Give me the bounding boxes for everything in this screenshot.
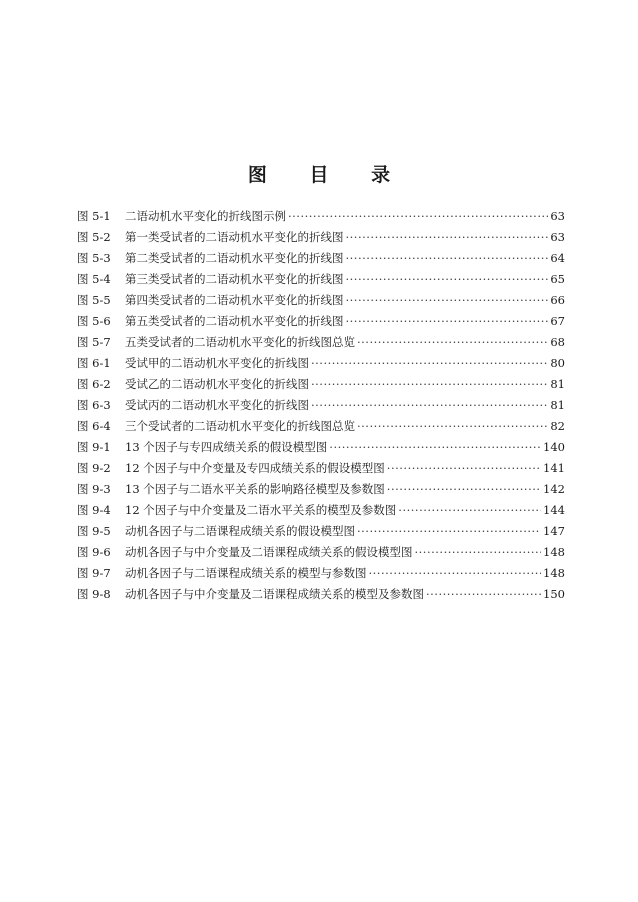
- figure-number: 图 5-2: [77, 230, 111, 244]
- figure-number: 图 9-6: [77, 545, 111, 559]
- figure-number: 图 5-3: [77, 251, 111, 265]
- toc-entry[interactable]: [77, 458, 565, 479]
- figure-number: 图 6-3: [77, 398, 111, 412]
- figure-number: 图 6-2: [77, 377, 111, 391]
- toc-entry[interactable]: [77, 332, 565, 353]
- toc-entry[interactable]: [77, 500, 565, 521]
- page-number: 148: [543, 566, 565, 580]
- page-number: 142: [543, 482, 565, 496]
- figure-caption: 12 个因子与中介变量及二语水平关系的模型及参数图: [125, 503, 397, 517]
- dot-leader: [346, 269, 549, 290]
- dot-leader: [311, 395, 548, 416]
- toc-entry[interactable]: [77, 479, 565, 500]
- toc-entry[interactable]: [77, 584, 565, 605]
- toc-entry[interactable]: [77, 416, 565, 437]
- figure-caption: 13 个因子与专四成绩关系的假设模型图: [125, 440, 328, 454]
- figure-caption: 第五类受试者的二语动机水平变化的折线图: [125, 314, 344, 328]
- figure-number: 图 6-4: [77, 419, 111, 433]
- toc-entry[interactable]: [77, 227, 565, 248]
- page-number: 66: [550, 293, 565, 307]
- page-number: 64: [550, 251, 565, 265]
- dot-leader: [346, 227, 549, 248]
- page-number: 140: [543, 440, 565, 454]
- figure-number: 图 6-1: [77, 356, 111, 370]
- dot-leader: [398, 500, 541, 521]
- dot-leader: [387, 458, 541, 479]
- page-number: 141: [543, 461, 565, 475]
- figure-caption: 三个受试者的二语动机水平变化的折线图总览: [125, 419, 355, 433]
- toc-entry[interactable]: [77, 521, 565, 542]
- dot-leader: [346, 311, 549, 332]
- figure-number: 图 5-5: [77, 293, 111, 307]
- figure-number: 图 9-5: [77, 524, 111, 538]
- dot-leader: [357, 416, 548, 437]
- figure-caption: 第三类受试者的二语动机水平变化的折线图: [125, 272, 344, 286]
- figure-caption: 第二类受试者的二语动机水平变化的折线图: [125, 251, 344, 265]
- figure-caption: 动机各因子与中介变量及二语课程成绩关系的模型及参数图: [125, 587, 424, 601]
- figure-number: 图 5-1: [77, 209, 111, 223]
- toc-entry[interactable]: [77, 395, 565, 416]
- dot-leader: [311, 353, 548, 374]
- figure-number: 图 9-1: [77, 440, 111, 454]
- figure-number: 图 9-4: [77, 503, 111, 517]
- page-number: 65: [550, 272, 565, 286]
- toc-entry[interactable]: [77, 206, 565, 227]
- page-number: 80: [550, 356, 565, 370]
- figure-caption: 受试乙的二语动机水平变化的折线图: [125, 377, 309, 391]
- dot-leader: [346, 248, 549, 269]
- page-number: 67: [550, 314, 565, 328]
- toc-entry[interactable]: [77, 311, 565, 332]
- figure-caption: 五类受试者的二语动机水平变化的折线图总览: [125, 335, 355, 349]
- page-number: 63: [550, 230, 565, 244]
- page-number: 150: [543, 587, 565, 601]
- toc-entry[interactable]: [77, 563, 565, 584]
- page-number: 144: [543, 503, 565, 517]
- figure-number: 图 9-2: [77, 461, 111, 475]
- dot-leader: [288, 206, 548, 227]
- dot-leader: [357, 521, 541, 542]
- toc-entry[interactable]: [77, 353, 565, 374]
- figure-number: 图 5-4: [77, 272, 111, 286]
- page-number: 147: [543, 524, 565, 538]
- page-number: 68: [550, 335, 565, 349]
- toc-entry[interactable]: [77, 248, 565, 269]
- page-number: 81: [550, 377, 565, 391]
- figure-number: 图 5-6: [77, 314, 111, 328]
- figure-list: [77, 206, 565, 605]
- dot-leader: [415, 542, 542, 563]
- dot-leader: [357, 332, 548, 353]
- dot-leader: [311, 374, 548, 395]
- figure-caption: 动机各因子与中介变量及二语课程成绩关系的假设模型图: [125, 545, 413, 559]
- toc-entry[interactable]: [77, 542, 565, 563]
- toc-entry[interactable]: [77, 269, 565, 290]
- figure-caption: 第一类受试者的二语动机水平变化的折线图: [125, 230, 344, 244]
- page-title: 图 目 录: [247, 164, 409, 186]
- figure-caption: 动机各因子与二语课程成绩关系的假设模型图: [125, 524, 355, 538]
- toc-entry[interactable]: [77, 437, 565, 458]
- figure-caption: 受试丙的二语动机水平变化的折线图: [125, 398, 309, 412]
- toc-entry[interactable]: [77, 374, 565, 395]
- dot-leader: [426, 584, 541, 605]
- dot-leader: [329, 437, 541, 458]
- figure-number: 图 9-3: [77, 482, 111, 496]
- figure-number: 图 9-7: [77, 566, 111, 580]
- figure-number: 图 9-8: [77, 587, 111, 601]
- figure-caption: 受试甲的二语动机水平变化的折线图: [125, 356, 309, 370]
- figure-caption: 第四类受试者的二语动机水平变化的折线图: [125, 293, 344, 307]
- dot-leader: [369, 563, 542, 584]
- toc-entry[interactable]: [77, 290, 565, 311]
- page-number: 81: [550, 398, 565, 412]
- figure-caption: 动机各因子与二语课程成绩关系的模型与参数图: [125, 566, 367, 580]
- page-number: 148: [543, 545, 565, 559]
- dot-leader: [346, 290, 549, 311]
- figure-number: 图 5-7: [77, 335, 111, 349]
- figure-caption: 二语动机水平变化的折线图示例: [125, 209, 286, 223]
- page-number: 63: [550, 209, 565, 223]
- figure-caption: 13 个因子与二语水平关系的影响路径模型及参数图: [125, 482, 385, 496]
- figure-caption: 12 个因子与中介变量及专四成绩关系的假设模型图: [125, 461, 385, 475]
- dot-leader: [387, 479, 541, 500]
- page-number: 82: [550, 419, 565, 433]
